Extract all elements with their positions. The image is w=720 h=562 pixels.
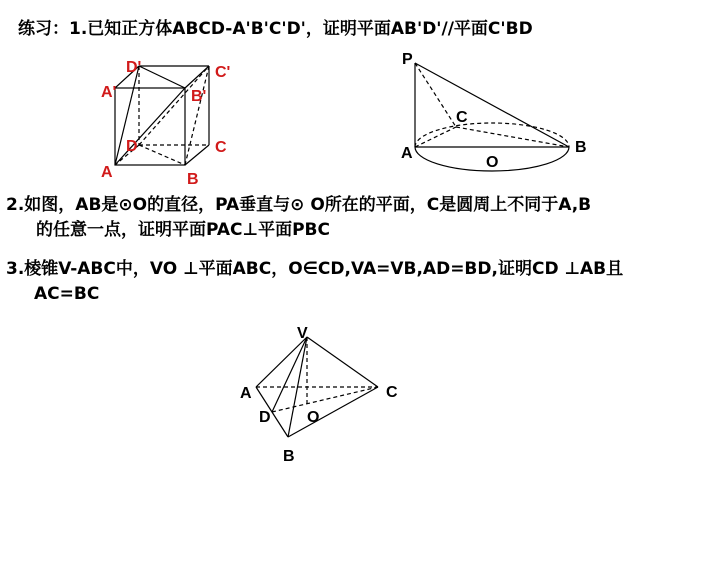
cube-label-a-prime: A' [101,84,117,101]
cube-label-d: D [126,138,138,155]
cube-label-d-prime: D' [126,59,142,76]
problem-3-text-line1: 3.棱锥V-ABC中，VO ⊥平面ABC，O∈CD,VA=VB,AD=BD,证明CD ⊥AB且 [6,259,624,279]
pyramid-label-c: C [386,384,398,401]
circle-label-p: P [402,51,413,68]
cube-label-b-prime: B' [191,88,207,105]
circle-label-b: B [575,139,587,156]
cube-label-c-prime: C' [215,64,231,81]
circle-label-c: C [456,109,468,126]
pyramid-label-b: B [283,448,295,465]
circle-label-a: A [401,145,413,162]
problem-3-text-line2: AC=BC [34,284,100,304]
pyramid-label-v: V [297,325,308,342]
cube-label-a: A [101,164,113,181]
pyramid-label-a: A [240,385,252,402]
problem-2-text-line2: 的任意一点，证明平面PAC⊥平面PBC [36,220,330,240]
problem-1-text: 练习：1.已知正方体ABCD-A'B'C'D'，证明平面AB'D'//平面C'BD [18,19,533,39]
cube-label-c: C [215,139,227,156]
pyramid-label-d: D [259,409,271,426]
pyramid-label-o: O [307,409,320,426]
problem-2-text-line1: 2.如图，AB是⊙O的直径，PA垂直与⊙ O所在的平面，C是圆周上不同于A,B [6,195,592,215]
circle-label-o: O [486,154,499,171]
cube-label-b: B [187,171,199,188]
